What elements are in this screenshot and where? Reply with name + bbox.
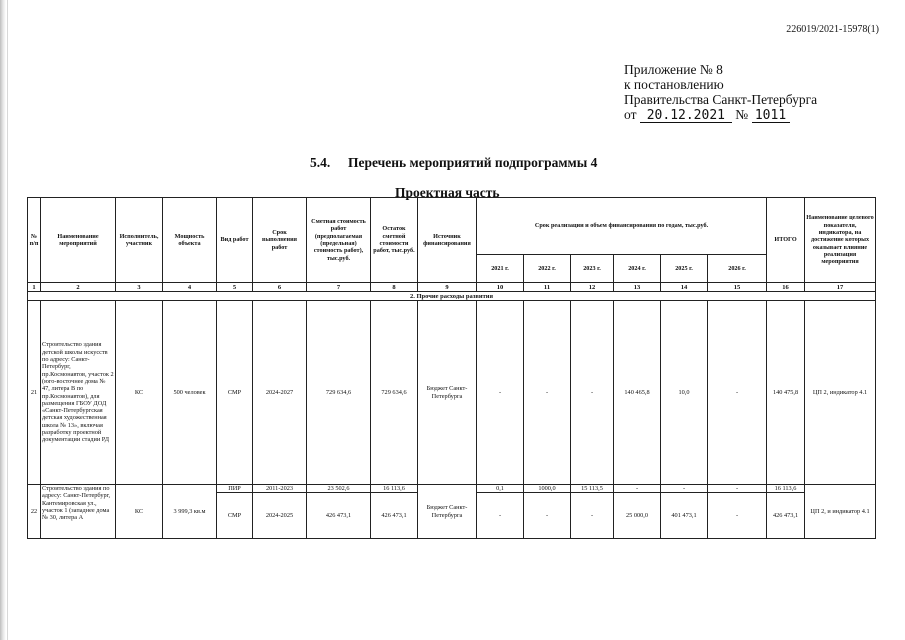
header-source: Источник финансирования [418,198,477,283]
header-remaining: Остаток сметной стоимости работ, тыс.руб. [371,198,418,283]
column-number: 1 [28,283,41,292]
work-type: ПИР [217,485,253,493]
section-title [310,155,597,171]
year-2026: - [708,485,767,493]
indicator: ЦП 2, индикатор 4.1 [805,301,876,485]
appendix-line-2: к постановлению [624,77,724,92]
header-period: Срок выполнения работ [253,198,307,283]
column-number: 17 [805,283,876,292]
appendix-date-line [624,107,817,123]
funding-source: Бюджет Санкт-Петербурга [418,301,477,485]
year-2021: - [477,301,524,485]
column-number: 12 [571,283,614,292]
column-number: 11 [524,283,571,292]
header-capacity: Мощность объекта [163,198,217,283]
total: 140 475,8 [767,301,805,485]
year-2021: 0,1 [477,485,524,493]
executor: КС [116,301,163,485]
year-2023: - [571,301,614,485]
header-year: 2023 г. [571,255,614,283]
column-number: 2 [41,283,116,292]
year-2025: 10,0 [661,301,708,485]
capacity: 500 человек [163,301,217,485]
section-title-text: Перечень мероприятий подпрограммы 4 [348,155,598,170]
year-2025: 401 473,1 [661,493,708,539]
column-number: 10 [477,283,524,292]
appendix-line-3: Правительства Санкт-Петербурга [624,92,818,107]
appendix-line-1: Приложение № 8 [624,62,723,77]
cost: 729 634,6 [307,301,371,485]
header-row-1 [28,198,876,255]
appendix-block [624,62,817,123]
year-2026: - [708,493,767,539]
year-2024: 25 000,0 [614,493,661,539]
header-year: 2025 г. [661,255,708,283]
year-2023: 15 113,5 [571,485,614,493]
header-years-group: Срок реализации и объем финансирования по годам, тыс.руб. [477,198,767,255]
decree-date: 20.12.2021 [640,109,732,123]
column-number: 16 [767,283,805,292]
decree-number: 1011 [752,109,790,123]
remaining: 426 473,1 [371,493,418,539]
remaining: 729 634,6 [371,301,418,485]
executor: КС [116,485,163,539]
period: 2024-2025 [253,493,307,539]
year-2025: - [661,485,708,493]
measures-table [27,197,876,539]
total: 16 113,6 [767,485,805,493]
header-year: 2024 г. [614,255,661,283]
scan-edge [0,0,6,640]
table-row-22-pir [28,485,876,493]
column-number: 8 [371,283,418,292]
header-indicator: Наименование целевого показателя, индикатора, на достижение которых оказывает влияние реализация мероприятия [805,198,876,283]
year-2022: 1000,0 [524,485,571,493]
column-number: 5 [217,283,253,292]
year-2023: - [571,493,614,539]
row-number: 22 [28,485,41,539]
header-total: ИТОГО [767,198,805,283]
row-number: 21 [28,301,41,485]
section-number: 5.4. [310,155,331,170]
header-year: 2022 г. [524,255,571,283]
number-prefix: № [735,107,749,122]
header-cost: Сметная стоимость работ (предполагаемая (предельная) стоимость работ), тыс.руб. [307,198,371,283]
year-2024: 140 465,8 [614,301,661,485]
column-number: 6 [253,283,307,292]
column-number: 4 [163,283,217,292]
section-heading: 2. Прочие расходы развития [28,292,876,301]
date-prefix: от [624,107,637,122]
table-row-21 [28,301,876,485]
period: 2011-2023 [253,485,307,493]
measure-name: Строительство здания по адресу: Санкт-Петербург, Кантемировская ул., участок 1 (западнее дома № 30, литера А [41,485,116,539]
column-number: 7 [307,283,371,292]
measure-name: Строительство здания детской школы искусств по адресу: Санкт-Петербург, пр.Космонавтов, участок 2 (юго-восточнее дома № 47, литера В по пр.Космонавтов), для размещения ГБОУ ДОД «Санкт-Петербургская детская художественная школа № 13», включая разработку проектной документации стадии РД [41,301,116,485]
column-number: 9 [418,283,477,292]
capacity: 3 999,3 кв.м [163,485,217,539]
period: 2024-2027 [253,301,307,485]
year-2024: - [614,485,661,493]
cost: 426 473,1 [307,493,371,539]
column-number: 14 [661,283,708,292]
header-number: № п/п [28,198,41,283]
year-2022: - [524,493,571,539]
column-number: 3 [116,283,163,292]
work-type: СМР [217,493,253,539]
section-row [28,292,876,301]
column-number: 13 [614,283,661,292]
column-numbers-row [28,283,876,292]
header-name: Наименование мероприятий [41,198,116,283]
funding-source: Бюджет Санкт-Петербурга [418,485,477,539]
work-type: СМР [217,301,253,485]
year-2022: - [524,301,571,485]
header-work-type: Вид работ [217,198,253,283]
scan-edge-line [7,0,8,640]
header-executor: Исполнитель, участник [116,198,163,283]
total: 426 473,1 [767,493,805,539]
remaining: 16 113,6 [371,485,418,493]
indicator: ЦП 2, и индикатор 4.1 [805,485,876,539]
header-year: 2026 г. [708,255,767,283]
year-2026: - [708,301,767,485]
column-number: 15 [708,283,767,292]
document-number: 226019/2021-15978(1) [786,24,879,35]
cost: 23 502,6 [307,485,371,493]
header-year: 2021 г. [477,255,524,283]
year-2021: - [477,493,524,539]
table-subtitle: Проектная часть [395,185,500,200]
